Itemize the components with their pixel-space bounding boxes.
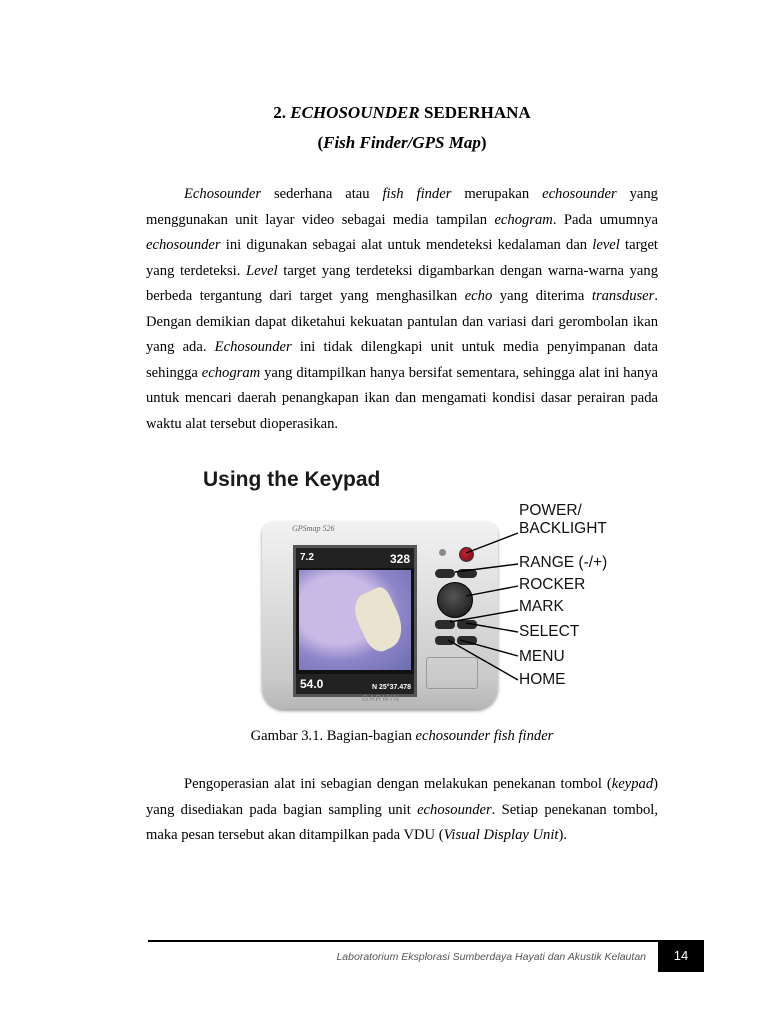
para2-run: echosounder (417, 801, 492, 818)
para2-run: ) yang disediakan pada bagian sampling unit (146, 776, 658, 818)
para1-run: yang ditampilkan hanya bersifat sementara, sehingga alat ini hanya untuk mencari daerah penangkapan ikan dan mengamati kondisi dasar perairan pada waktu alat tersebut dioperasikan. (146, 364, 659, 432)
device-screen (293, 545, 417, 697)
para1-run: echogram (201, 364, 261, 381)
para1-run: . Pada umumnya (552, 211, 658, 228)
para1-run: Echosounder (184, 186, 262, 202)
para1-run: yang menggunakan unit layar video sebagai media tampilan (146, 186, 658, 228)
home-button (435, 636, 455, 645)
card-slot (426, 657, 478, 689)
para1-run: echosounder (542, 186, 617, 202)
para1-run: echogram (494, 211, 553, 228)
label-power-backlight: POWER/ BACKLIGHT (519, 502, 607, 537)
section-title (0, 103, 768, 123)
label-mark: MARK (519, 598, 564, 615)
paragraph-operation (146, 772, 658, 849)
menu-button (457, 636, 477, 645)
para1-run: merupakan (451, 186, 543, 202)
label-home: HOME (519, 671, 566, 688)
section-subtitle: (Fish Finder/GPS Map) (317, 133, 487, 152)
para1-run: fish finder (382, 186, 452, 202)
para1-run: Echosounder (214, 339, 292, 355)
para1-run: target yang terdeteksi digambarkan dengan warna-warna yang berbeda tergantung dari target yang menghasilkan (146, 262, 659, 304)
label-rocker: ROCKER (519, 576, 586, 593)
brand-label: GARMIN (362, 694, 400, 703)
range-plus-button (457, 569, 477, 578)
para1-run: ini digunakan sebagai alat untuk mendeteksi kedalaman dan (220, 237, 593, 253)
device-model-label: GPSmap 526 (292, 524, 335, 533)
para1-run: . Dengan demikian dapat diketahui kekuatan pantulan dan variasi dari gerombolan ikan yang ada. (146, 288, 658, 355)
section-title-italic: ECHOSOUNDER (290, 103, 420, 122)
footer-text: Laboratorium Eksplorasi Sumberdaya Hayati dan Akustik Kelautan (336, 951, 646, 963)
para2-run: Visual Display Unit (443, 827, 559, 843)
para1-run: sederhana atau (261, 186, 383, 202)
para1-run: ini tidak dilengkapi unit untuk media penyimpanan data sehingga (146, 339, 658, 381)
sensor-dot (439, 549, 446, 556)
label-select: SELECT (519, 623, 580, 640)
range-minus-button (435, 569, 455, 578)
para1-run: yang diterima (492, 288, 592, 304)
para2-run: . Setiap penekanan tombol, maka pesan tersebut akan ditampilkan pada VDU ( (146, 801, 658, 843)
readout-position: N 25°37.478 (372, 684, 411, 691)
section-number: 2. (273, 103, 287, 122)
para2-run: keypad (611, 776, 654, 792)
figure-title: Using the Keypad (203, 468, 381, 491)
footer-rule (148, 940, 658, 942)
figure-caption: Gambar 3.1. Bagian-bagian echosounder fish finder (250, 728, 554, 744)
page-number: 14 (658, 940, 704, 972)
para1-run: echo (464, 288, 493, 304)
select-button (457, 620, 477, 629)
section-title-rest: SEDERHANA (423, 103, 531, 122)
readout-speed: 7.2 (300, 552, 314, 563)
para1-run: echosounder (146, 237, 221, 253)
para2-run: Pengoperasian alat ini sebagian dengan melakukan penekanan tombol ( (184, 776, 612, 792)
readout-depth: 54.0 (300, 677, 324, 691)
label-menu: MENU (519, 648, 565, 665)
map-display (299, 570, 411, 670)
para1-run: transduser (591, 288, 655, 304)
rocker-button (437, 582, 473, 618)
paragraph-intro (146, 182, 658, 437)
power-button (459, 547, 474, 562)
para2-run: ). (558, 827, 567, 843)
para1-run: Level (246, 262, 278, 279)
label-range: RANGE (-/+) (519, 554, 608, 571)
section-subtitle-italic: Fish Finder/GPS Map (323, 133, 481, 152)
mark-button (435, 620, 455, 629)
gps-device-image (262, 521, 498, 709)
para1-run: level (592, 237, 620, 253)
para1-run: target yang terdeteksi. (146, 237, 658, 279)
readout-heading: 328 (389, 552, 410, 566)
